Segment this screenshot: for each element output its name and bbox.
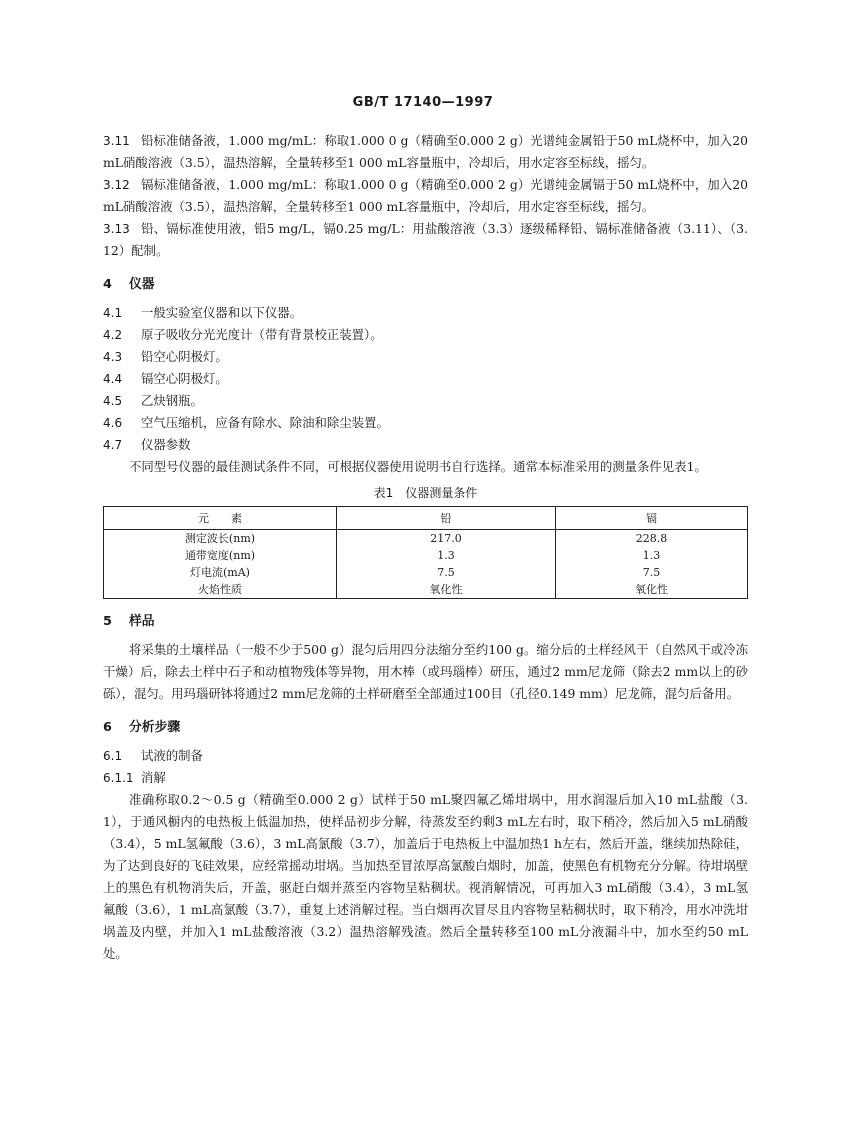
clause-4-6: 4.6 空气压缩机，应备有除水、除油和除尘装置。: [103, 415, 389, 430]
instrument-params-text: 不同型号仪器的最佳测试条件不同，可根据仪器使用说明书自行选择。通常本标准采用的测量条件见表1。: [129, 459, 707, 474]
clause-number: 3.12: [103, 178, 130, 192]
table-cell: 1.3: [642, 549, 661, 562]
clause-4-7: 4.7 仪器参数: [103, 437, 191, 452]
section-6-heading: 6 分析步骤: [103, 720, 181, 735]
table-cell: 228.8: [635, 532, 668, 545]
table-cell: 灯电流(mA): [104, 564, 337, 581]
table-header-cell: 铅: [337, 507, 556, 530]
table-cell: 测定波长(nm): [104, 530, 337, 548]
table-header-row: [104, 507, 748, 530]
digestion-text: 准确称取0.2～0.5 g（精确至0.000 2 g）试样于50 mL聚四氟乙烯坩埚中，用水润湿后加入10 mL盐酸（3.1），于通风橱内的电热板上低温加热，使样品初步分解，待蒸发至约剩3 mL左右时，取下稍冷，然后加入5 mL硝酸（3.4），5 mL氢氟酸（3.6），3 mL高氯酸（3.7），加盖后于电热板上中温加热1 h左右，然后开盖，继续加热除硅，为了达到良好的飞硅效果，应经常摇动坩埚。当加热至冒浓厚高氯酸白烟时，加盖，使黑色有机物充分分解。待坩埚壁上的黑色有机物消失后，开盖，驱赶白烟并蒸至内容物呈粘稠状。视消解情况，可再加入3 mL硝酸（3.4），3 mL氢氟酸（3.6），1 mL高氯酸（3.7），重复上述消解过程。当白烟再次冒尽且内容物呈粘稠状时，取下稍冷，用水冲洗坩埚盖及内壁，并加入1 mL盐酸溶液（3.2）温热溶解残渣。然后全量转移至100 mL分液漏斗中，加水至约50 mL处。: [103, 792, 748, 961]
instrument-conditions-table: [103, 506, 748, 599]
table-cell: 1.3: [337, 547, 556, 564]
table-header-cell: 元 素: [104, 507, 337, 530]
clause-4-4: 4.4 镉空心阴极灯。: [103, 371, 228, 386]
table-header-cell: 镉: [556, 507, 748, 530]
clause-text: 镉标准储备液，1.000 mg/mL：称取1.000 0 g（精确至0.000 2 g）光谱纯金属镉于50 mL烧杯中，加入20 mL硝酸溶液（3.5），温热溶解，全量转移至1 000 mL容量瓶中，冷却后，用水定容至标线，摇匀。: [103, 177, 748, 214]
clause-4-1: 4.1 一般实验室仪器和以下仪器。: [103, 305, 303, 320]
table-cell: 火焰性质: [104, 581, 337, 599]
table-row: [104, 547, 748, 564]
table-cell: 7.5: [337, 564, 556, 581]
table-cell: 7.5: [642, 566, 661, 579]
clause-3-13: [103, 218, 748, 262]
table-cell: 氧化性: [635, 583, 668, 596]
clause-4-5: 4.5 乙炔钢瓶。: [103, 393, 203, 408]
sample-text: 将采集的土壤样品（一般不少于500 g）混匀后用四分法缩分至约100 g。缩分后的土样经风干（自然风干或冷冻干燥）后，除去土样中石子和动植物残体等异物，用木棒（或玛瑙棒）研压，通过2 mm尼龙筛（除去2 mm以上的砂砾），混匀。用玛瑙研钵将通过2 mm尼龙筛的土样研磨至全部通过100目（孔径0.149 mm）尼龙筛，混匀后备用。: [103, 642, 748, 701]
table-cell: 氧化性: [337, 581, 556, 599]
clause-number: 3.13: [103, 222, 130, 236]
clause-text: 铅标准储备液，1.000 mg/mL：称取1.000 0 g（精确至0.000 2 g）光谱纯金属铅于50 mL烧杯中，加入20 mL硝酸溶液（3.5），温热溶解，全量转移至1 000 mL容量瓶中，冷却后，用水定容至标线，摇匀。: [103, 133, 748, 170]
clause-6-1: 6.1 试液的制备: [103, 748, 203, 763]
clause-text: 铅、镉标准使用液，铅5 mg/L，镉0.25 mg/L：用盐酸溶液（3.3）逐级稀释铅、镉标准储备液（3.11）、（3.12）配制。: [103, 221, 748, 258]
table-cell: 217.0: [337, 530, 556, 548]
table-row: [104, 530, 748, 548]
table-1-caption: 表1 仪器测量条件: [373, 486, 478, 500]
clause-number: 3.11: [103, 134, 130, 148]
clause-6-1-1: 6.1.1 消解: [103, 770, 166, 785]
document-body: [103, 130, 748, 965]
table-row: [104, 564, 748, 581]
table-cell: 通带宽度(nm): [104, 547, 337, 564]
clause-3-11: [103, 130, 748, 174]
standard-code-header: GB/T 17140—1997: [352, 95, 494, 110]
table-row: [104, 581, 748, 599]
clause-4-3: 4.3 铅空心阴极灯。: [103, 349, 228, 364]
section-4-heading: 4 仪器: [103, 277, 155, 292]
clause-3-12: [103, 174, 748, 218]
section-5-heading: 5 样品: [103, 614, 155, 629]
clause-4-2: 4.2 原子吸收分光光度计（带有背景校正装置）。: [103, 327, 383, 342]
